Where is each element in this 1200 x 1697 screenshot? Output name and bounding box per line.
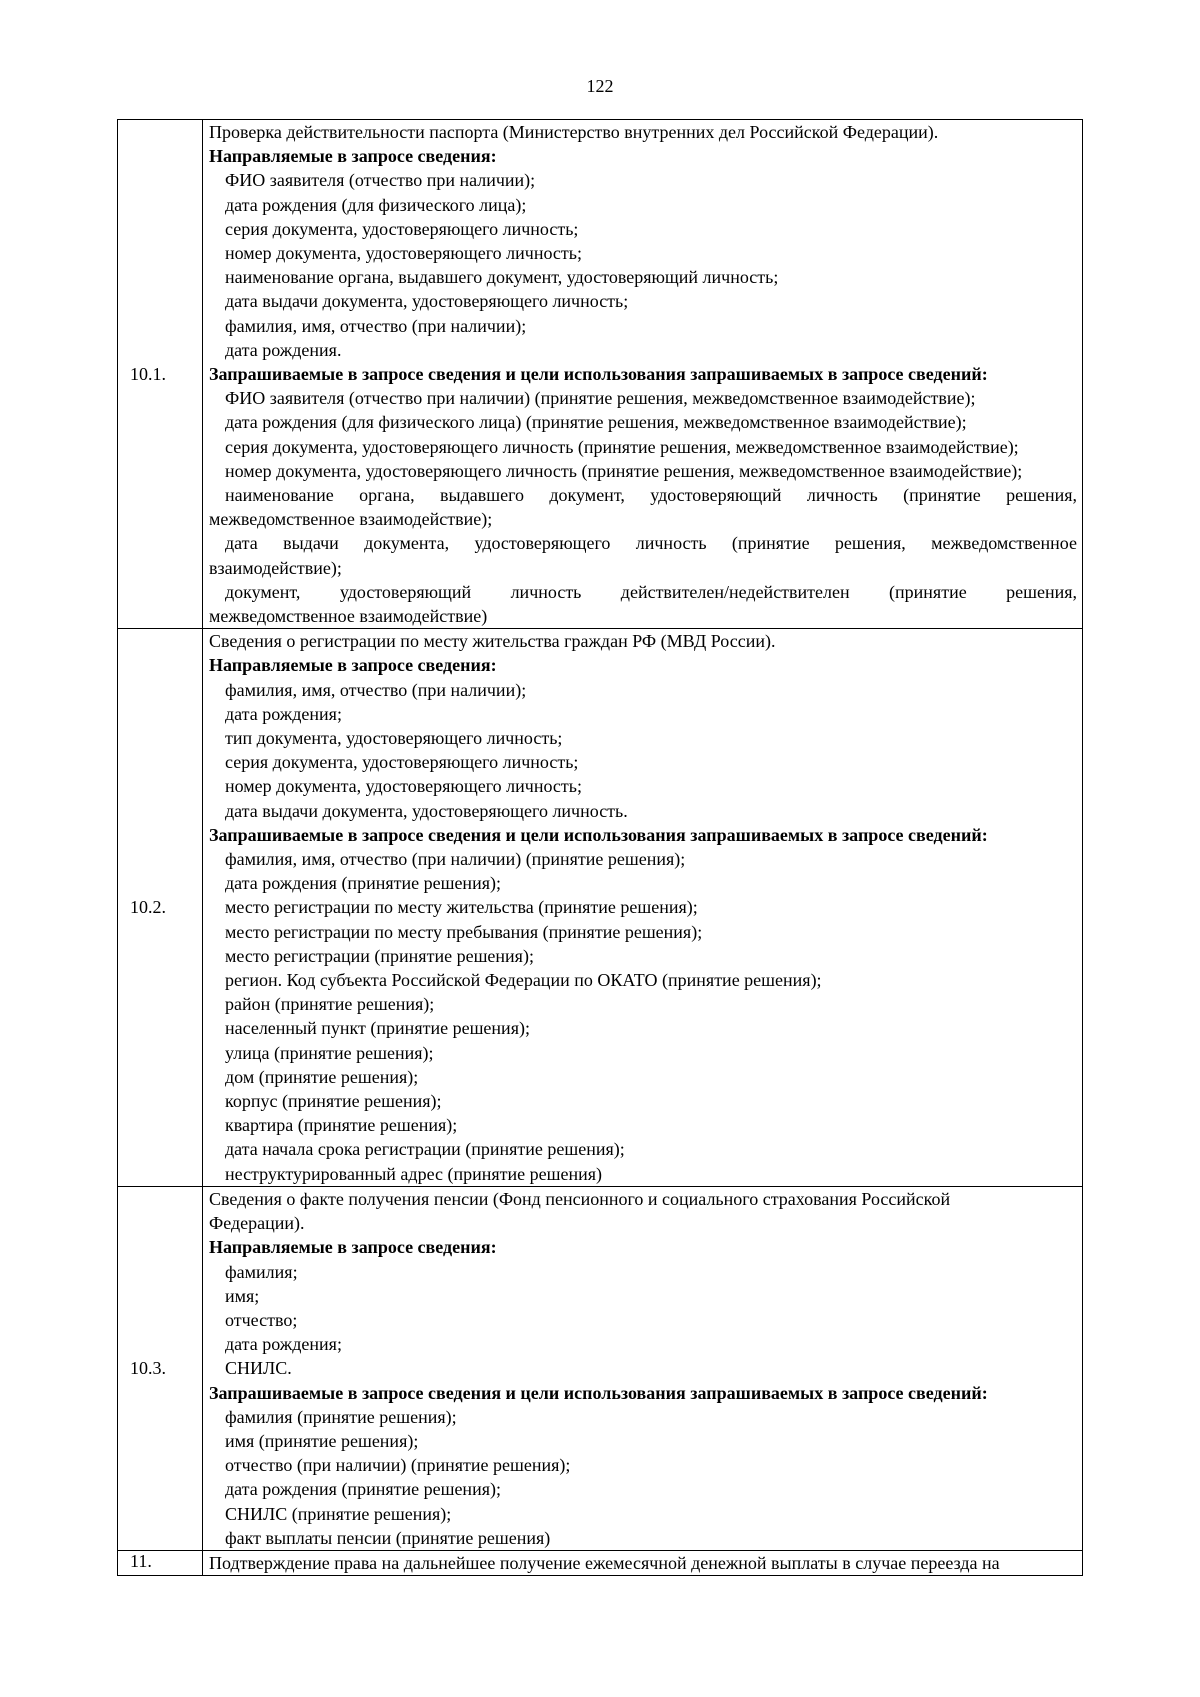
content-line: регион. Код субъекта Российской Федерации по ОКАТО (принятие решения); [225, 970, 822, 991]
content-line: ФИО заявителя (отчество при наличии); [225, 170, 536, 191]
section-heading: Направляемые в запросе сведения: [209, 146, 497, 167]
content-line: дата выдачи документа, удостоверяющего личность (принятие решения, межведомственное [225, 533, 1077, 554]
content-line: СНИЛС. [225, 1358, 292, 1379]
content-line: дата рождения (принятие решения); [225, 1479, 501, 1500]
content-line: дата выдачи документа, удостоверяющего личность. [225, 800, 628, 821]
content-line: корпус (принятие решения); [225, 1091, 442, 1112]
content-line: серия документа, удостоверяющего личность; [225, 218, 579, 239]
content-line: Проверка действительности паспорта (Министерство внутренних дел Российской Федерации). [209, 122, 939, 142]
section-heading: Направляемые в запросе сведения: [209, 655, 497, 676]
content-line: номер документа, удостоверяющего личность; [225, 776, 582, 797]
content-line: номер документа, удостоверяющего личность; [225, 243, 582, 264]
row-content [203, 629, 1083, 1187]
content-line: межведомственное взаимодействие) [209, 606, 488, 627]
table-body [118, 120, 1083, 1576]
content-line: фамилия; [225, 1261, 298, 1282]
content-line: дата рождения (для физического лица); [225, 194, 527, 215]
content-line: Сведения о факте получения пенсии (Фонд пенсионного и социального страхования Российской [209, 1188, 951, 1209]
content-line: место регистрации по месту жительства (принятие решения); [225, 897, 698, 918]
content-line: фамилия, имя, отчество (при наличии) (принятие решения); [225, 849, 686, 870]
content-line: место регистрации (принятие решения); [225, 945, 534, 966]
content-line: наименование органа, выдавшего документ, удостоверяющий личность; [225, 267, 779, 288]
content-line: номер документа, удостоверяющего личность (принятие решения, межведомственное взаимодействие); [225, 460, 1023, 481]
content-line: фамилия, имя, отчество (при наличии); [225, 679, 527, 700]
row-content [203, 120, 1083, 629]
content-line: Федерации). [209, 1213, 305, 1234]
row-number: 11. [118, 1550, 203, 1575]
content-line: имя; [225, 1285, 260, 1306]
content-line: серия документа, удостоверяющего личность; [225, 752, 579, 773]
table-row [118, 1550, 1083, 1575]
content-line: дата начала срока регистрации (принятие решения); [225, 1139, 625, 1160]
content-line: Сведения о регистрации по месту жительства граждан РФ (МВД России). [209, 631, 776, 652]
content-line: отчество (при наличии) (принятие решения); [225, 1455, 571, 1476]
content-line: район (принятие решения); [225, 994, 435, 1015]
content-line: дата рождения (принятие решения); [225, 873, 501, 894]
content-line: дата выдачи документа, удостоверяющего личность; [225, 291, 629, 312]
content-line: дом (принятие решения); [225, 1066, 419, 1087]
section-heading: Направляемые в запросе сведения: [209, 1237, 497, 1258]
content-line: дата рождения; [225, 1334, 342, 1355]
content-line: СНИЛС (принятие решения); [225, 1503, 452, 1524]
content-line: дата рождения (для физического лица) (принятие решения, межведомственное взаимодействие); [225, 412, 967, 433]
content-line: квартира (принятие решения); [225, 1115, 458, 1136]
content-line: наименование органа, выдавшего документ, удостоверяющий личность (принятие решения, [225, 485, 1077, 506]
content-line: документ, удостоверяющий личность действителен/недействителен (принятие решения, [225, 581, 1077, 602]
row-number: 10.1. [118, 120, 203, 629]
content-line: имя (принятие решения); [225, 1430, 419, 1451]
requirements-table [117, 119, 1083, 1576]
section-heading: Запрашиваемые в запросе сведения и цели использования запрашиваемых в запросе сведений: [209, 824, 988, 845]
table-row [118, 120, 1083, 629]
section-heading: Запрашиваемые в запросе сведения и цели использования запрашиваемых в запросе сведений: [209, 364, 988, 385]
content-line: отчество; [225, 1309, 298, 1330]
content-line: Подтверждение права на дальнейшее получение ежемесячной денежной выплаты в случае переезда на [209, 1552, 1000, 1573]
content-line: факт выплаты пенсии (принятие решения) [225, 1527, 551, 1548]
content-line: серия документа, удостоверяющего личность (принятие решения, межведомственное взаимодействие); [225, 436, 1019, 457]
row-content [203, 1186, 1083, 1550]
content-line: место регистрации по месту пребывания (принятие решения); [225, 921, 703, 942]
row-number: 10.2. [118, 629, 203, 1187]
content-line: межведомственное взаимодействие); [209, 509, 493, 530]
table-row [118, 629, 1083, 1187]
row-content [203, 1550, 1083, 1575]
content-line: ФИО заявителя (отчество при наличии) (принятие решения, межведомственное взаимодействие); [225, 388, 976, 409]
content-line: взаимодействие); [209, 557, 342, 578]
page-number: 122 [586, 76, 614, 96]
table-row [118, 1186, 1083, 1550]
content-line: тип документа, удостоверяющего личность; [225, 728, 563, 749]
section-heading: Запрашиваемые в запросе сведения и цели использования запрашиваемых в запросе сведений: [209, 1382, 988, 1403]
content-line: фамилия, имя, отчество (при наличии); [225, 315, 527, 336]
content-line: дата рождения. [225, 339, 342, 360]
content-line: населенный пункт (принятие решения); [225, 1018, 530, 1039]
row-number: 10.3. [118, 1186, 203, 1550]
content-line: неструктурированный адрес (принятие решения) [225, 1163, 603, 1184]
content-line: дата рождения; [225, 703, 342, 724]
content-line: улица (принятие решения); [225, 1042, 434, 1063]
content-line: фамилия (принятие решения); [225, 1406, 457, 1427]
